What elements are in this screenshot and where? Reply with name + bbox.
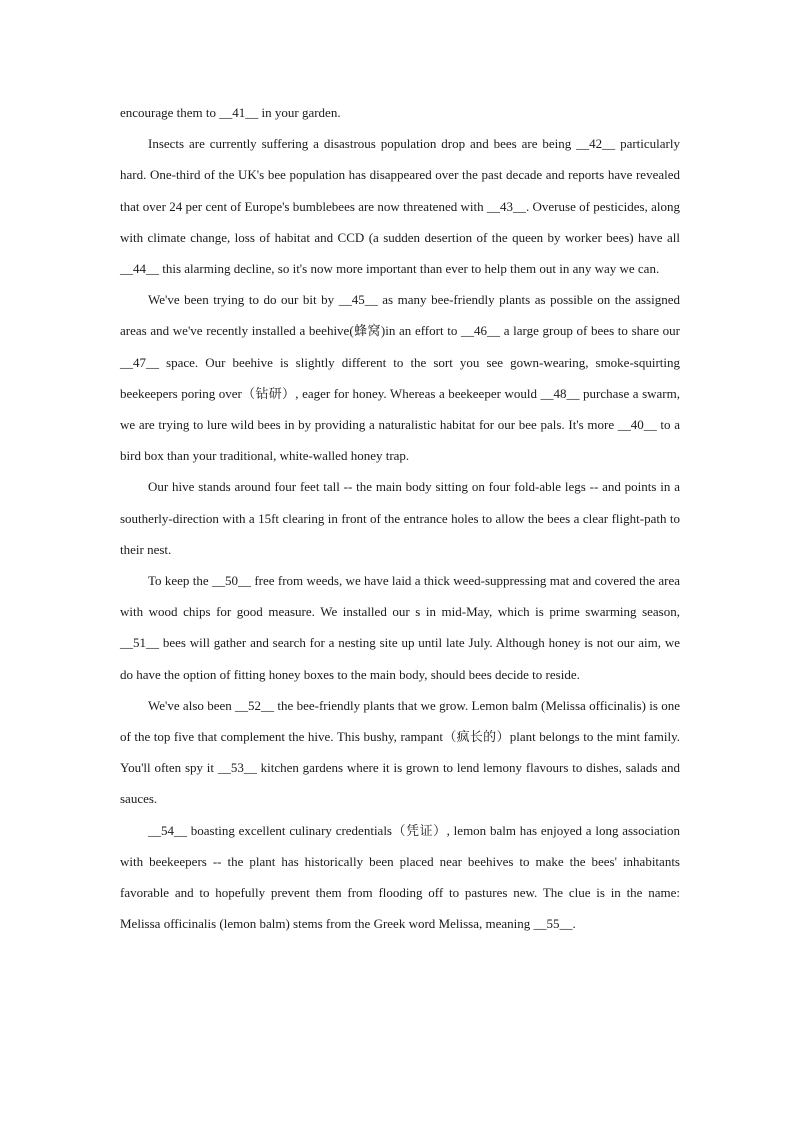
paragraph-6: We've also been __52__ the bee-friendly plants that we grow. Lemon balm (Melissa officinalis) is one of the top five that complement the hive. This bushy, rampant（疯长的）plant belongs to the mint family. You'll often spy it __53__ kitchen gardens where it is grown to lend lemony flavours to dishes, salads and sauces. [120,697,680,807]
paragraph-4: Our hive stands around four feet tall -- the main body sitting on four fold-able legs -- and points in a southerly-direction with a 15ft clearing in front of the entrance holes to allow the bees a clear flight-path to their nest. [120,479,680,557]
paragraph-7: __54__ boasting excellent culinary credentials（凭证）, lemon balm has enjoyed a long association with beekeepers -- the plant has historically been placed near beehives to make the bees' inhabitants favorable and to hopefully prevent them from flooding off to pastures new. The clue is in the name: Melissa officinalis (lemon balm) stems from the Greek word Melissa, meaning __55__. [120,822,680,932]
paragraph-3: We've been trying to do our bit by __45__ as many bee-friendly plants as possible on the assigned areas and we've recently installed a beehive(蜂窝)in an effort to __46__ a large group of bees to share our __47__ space. Our beehive is slightly different to the sort you see gown-wearing, smoke-squirting beekeepers poring over（钻研）, eager for honey. Whereas a beekeeper would __48__ purchase a swarm, we are trying to lure wild bees in by providing a naturalistic habitat for our bee pals. It's more __40__ to a bird box than your traditional, white-walled honey trap. [120,292,680,464]
paragraph-5: To keep the __50__ free from weeds, we have laid a thick weed-suppressing mat and covered the area with wood chips for good measure. We installed our s in mid-May, which is prime swarming season, __51__ bees will gather and search for a nesting site up until late July. Although honey is not our aim, we do have the option of fitting honey boxes to the main body, should bees decide to reside. [120,573,680,682]
passage-text [120,97,680,939]
paragraph-1: encourage them to __41__ in your garden. [120,105,341,120]
paragraph-2: Insects are currently suffering a disastrous population drop and bees are being __42__ particularly hard. One-third of the UK's bee population has disappeared over the past decade and reports have revealed that over 24 per cent of Europe's bumblebees are now threatened with __43__. Overuse of pesticides, along with climate change, loss of habitat and CCD (a sudden desertion of the queen by worker bees) have all __44__ this alarming decline, so it's now more important than ever to help them out in any way we can. [120,136,680,277]
